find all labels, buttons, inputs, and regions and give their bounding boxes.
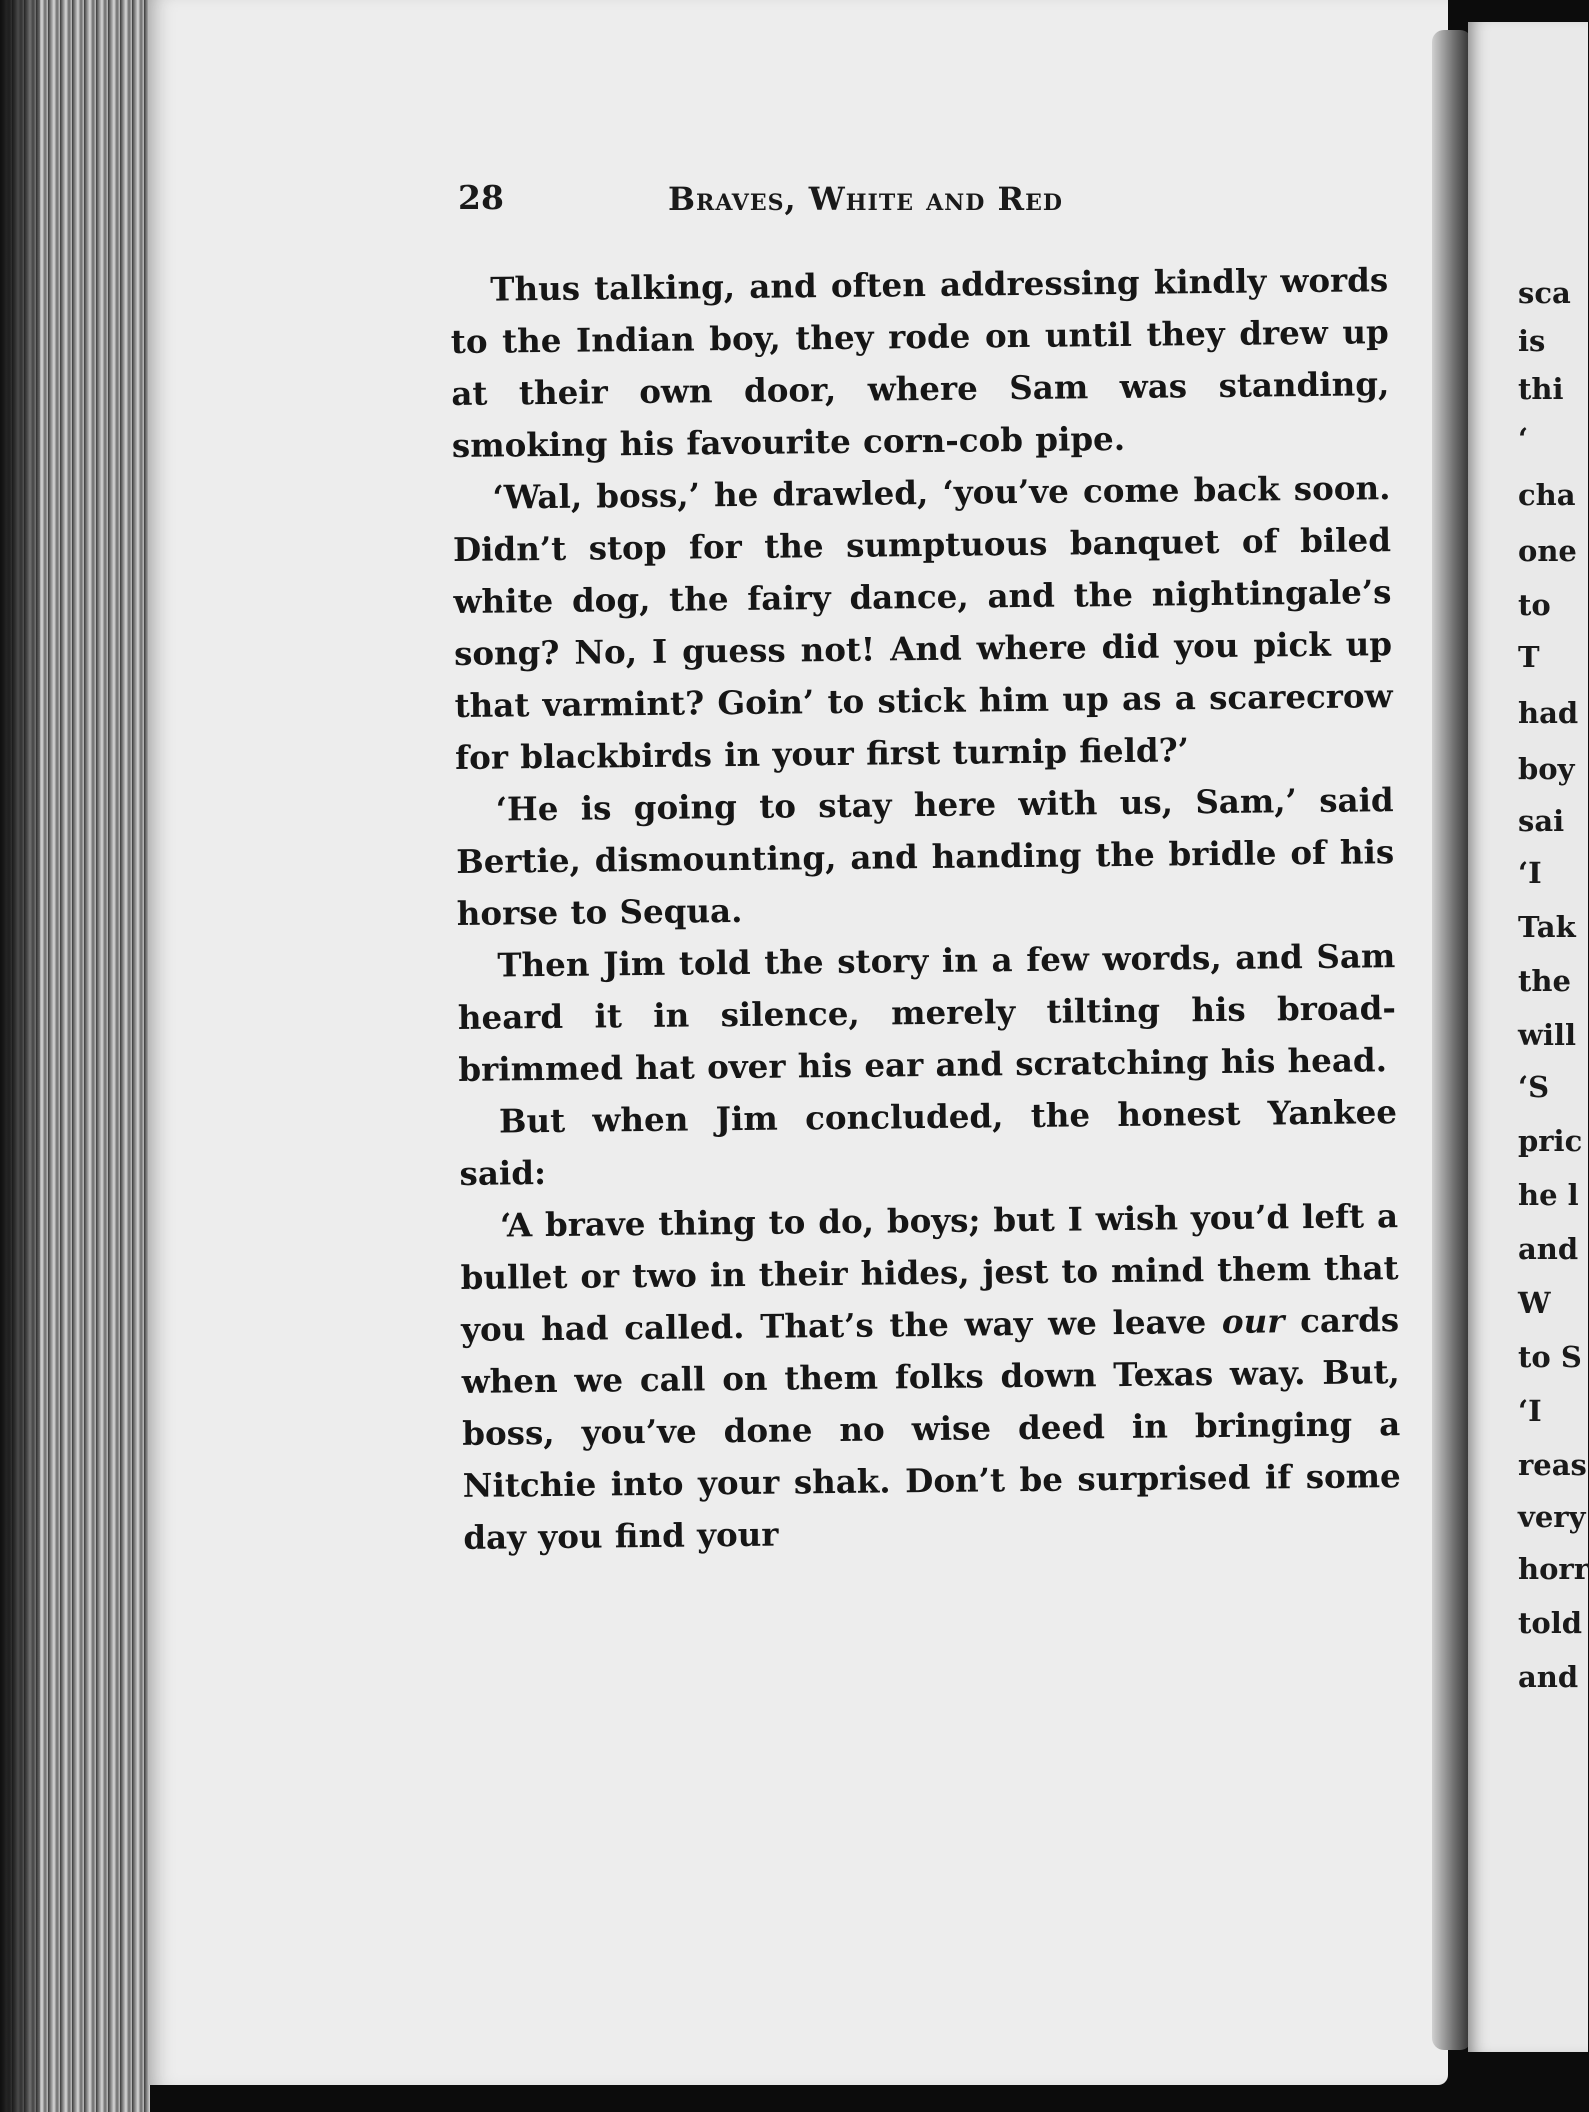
body-text <box>450 254 1402 1564</box>
facing-line: pric <box>1518 1124 1583 1158</box>
facing-line: he l <box>1518 1178 1579 1212</box>
facing-page-text <box>1518 0 1589 2112</box>
facing-line: W <box>1518 1286 1551 1320</box>
facing-line: sca <box>1518 276 1571 310</box>
facing-line: told <box>1518 1606 1583 1640</box>
facing-line: and <box>1518 1660 1579 1694</box>
paragraph <box>460 1190 1402 1564</box>
facing-line: very <box>1518 1500 1586 1534</box>
facing-line: cha <box>1518 478 1576 512</box>
paragraph: Thus talking, and often addressing kindly words to the Indian boy, they rode on until they drew up at their own door, where Sam was standing, smoking his favourite corn-cob pipe. <box>450 260 1390 465</box>
facing-line: sai <box>1518 804 1565 838</box>
facing-line: is <box>1518 324 1546 358</box>
page-header <box>458 178 1378 228</box>
paragraph-part: ‘A brave thing to do, boys; but I wish you’d left a bullet or two in their hides, jest to mind them that you had called. That’s the way we leave <box>460 1196 1399 1349</box>
facing-line: one <box>1518 534 1577 568</box>
facing-line: to S <box>1518 1340 1582 1374</box>
paragraph-part: cards when we call on them folks down Texas way. But, boss, you’ve done no wise deed in bringing a Nitchie into your shak. Don’t be surprised if some day you find your <box>461 1300 1401 1557</box>
facing-line: Tak <box>1518 910 1576 944</box>
running-title: Braves, White and Red <box>668 180 1063 218</box>
page-number: 28 <box>458 178 504 217</box>
facing-line: horr <box>1518 1552 1589 1586</box>
facing-line: ‘S <box>1518 1070 1550 1104</box>
left-shadow <box>0 0 40 2112</box>
facing-line: boy <box>1518 752 1575 786</box>
facing-line: ‘I <box>1518 1394 1542 1428</box>
paragraph: But when Jim concluded, the honest Yankee said: <box>459 1092 1398 1193</box>
facing-line: the <box>1518 964 1571 998</box>
facing-line: had <box>1518 696 1579 730</box>
facing-line: T <box>1518 640 1540 674</box>
paragraph: Then Jim told the story in a few words, and Sam heard it in silence, merely tilting his broad-brimmed hat over his ear and scratching his head. <box>457 936 1397 1089</box>
facing-line: reas <box>1518 1448 1587 1482</box>
facing-line: and <box>1518 1232 1579 1266</box>
italic-word: our <box>1221 1301 1285 1341</box>
facing-line: thi <box>1518 372 1564 406</box>
paragraph: ‘Wal, boss,’ he drawled, ‘you’ve come back soon. Didn’t stop for the sumptuous banquet of biled white dog, the fairy dance, and the nightingale’s song? No, I guess not! And where did you pick up that varmint? Goin’ to stick him up as a scarecrow for blackbirds in your first turnip field?’ <box>452 468 1393 777</box>
book-gutter <box>1432 30 1472 2050</box>
paragraph: ‘He is going to stay here with us, Sam,’ said Bertie, dismounting, and handing the bridle of his horse to Sequa. <box>456 780 1395 933</box>
facing-line: ‘I <box>1518 856 1542 890</box>
facing-line: ‘ <box>1518 422 1529 456</box>
facing-line: will <box>1518 1018 1577 1052</box>
facing-line: to <box>1518 588 1551 622</box>
